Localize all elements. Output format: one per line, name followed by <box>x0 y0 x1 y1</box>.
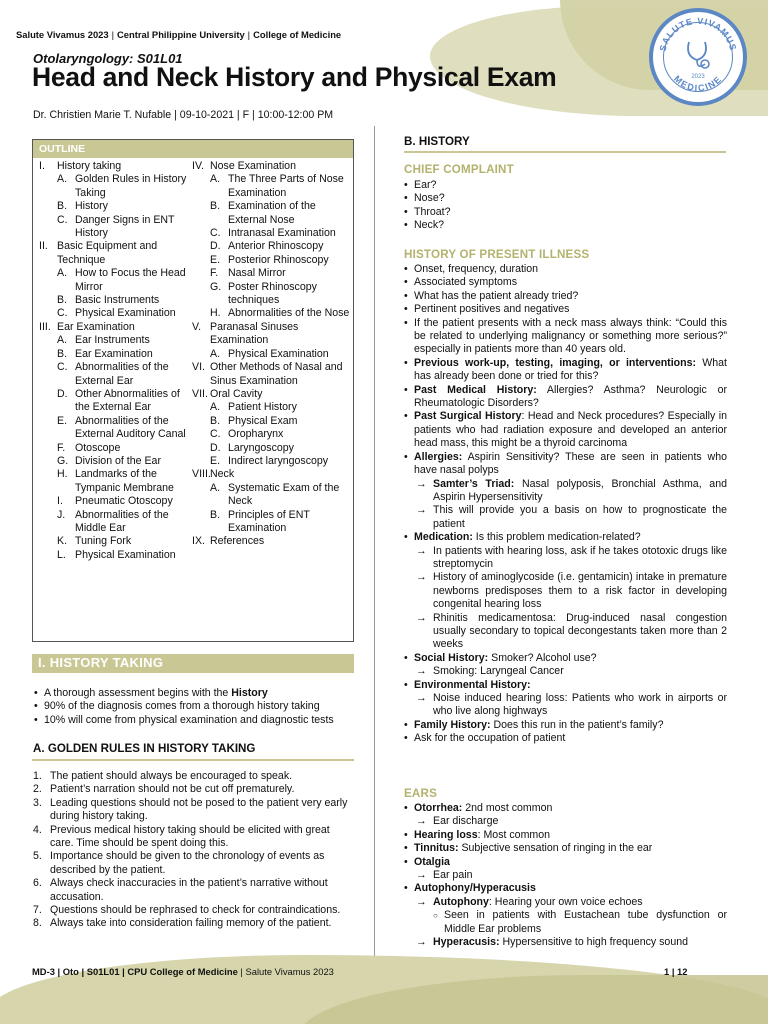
hpi-item: → Smoking: Laryngeal Cancer <box>404 665 727 678</box>
rule-number: 1. <box>33 770 42 782</box>
hpi-list <box>404 263 727 746</box>
outline-item-text: Posterior Rhinoscopy <box>228 253 329 266</box>
outline-item-number: L. <box>57 548 66 561</box>
outline-item <box>192 455 352 468</box>
outline-item <box>39 334 193 347</box>
outline-item-text: Other Abnormalities of the External Ear <box>75 387 180 414</box>
outline-item <box>39 535 193 548</box>
outline-item-number: A. <box>210 173 221 186</box>
outline-item-text: The Three Parts of Nose Examination <box>228 173 344 199</box>
hpi-item: → Samter’s Triad: Nasal polyposis, Bronchial Asthma, and Aspirin Hypersensitivity <box>404 478 727 505</box>
outline-item-text: Examination of the External Nose <box>228 200 316 226</box>
outline-item-text: Nasal Mirror <box>228 267 286 280</box>
rule-text: Always take into consideration failing memory of the patient. <box>50 917 332 930</box>
outline-item-text: References <box>210 535 265 548</box>
outline-item-number: F. <box>210 267 219 280</box>
rule-text: Patient’s narration should not be cut off prematurely. <box>50 783 295 796</box>
running-header: Salute Vivamus 2023 | Central Philippine University | College of Medicine <box>16 29 342 40</box>
outline-item-number: E. <box>57 414 68 427</box>
section-heading-history-taking: I. HISTORY TAKING <box>32 654 354 673</box>
rule-text: Leading questions should not be posed to the patient very early during history taking. <box>50 796 348 823</box>
outline-item <box>192 281 352 308</box>
outline-item <box>192 173 352 200</box>
outline-item <box>192 307 352 320</box>
outline-item-text: Division of the Ear <box>75 454 161 467</box>
outline-item-number: D. <box>57 387 68 400</box>
outline-item-text: Oropharynx <box>228 428 284 441</box>
outline-item-text: Principles of ENT Examination <box>228 508 310 534</box>
golden-rule-item <box>33 783 355 796</box>
bullet-item: • 10% will come from physical examination and diagnostic tests <box>34 714 364 727</box>
outline-item-number: H. <box>57 468 68 481</box>
outline-item <box>39 348 193 361</box>
outline-item-text: Anterior Rhinoscopy <box>228 240 324 253</box>
outline-item-number: A. <box>210 481 221 494</box>
outline-item <box>39 361 193 388</box>
ears-item: → Hyperacusis: Hypersensitive to high frequency sound <box>404 936 727 949</box>
outline-item-text: Basic Instruments <box>75 294 160 307</box>
outline-item-text: Indirect laryngoscopy <box>228 454 329 467</box>
outline-item <box>192 468 352 481</box>
golden-rules-heading: A. GOLDEN RULES IN HISTORY TAKING <box>33 742 256 755</box>
outline-item <box>39 200 193 213</box>
outline-item-text: Abnormalities of the External Auditory Canal <box>75 414 186 441</box>
hpi-item: • Family History: Does this run in the patient’s family? <box>404 719 727 732</box>
outline-item-number: IV. <box>192 160 204 172</box>
outline-item-number: III. <box>39 320 51 333</box>
golden-rule-item <box>33 904 355 917</box>
hpi-item: → In patients with hearing loss, ask if he takes ototoxic drugs like streptomycin <box>404 545 727 572</box>
header-batch: Salute Vivamus 2023 <box>16 29 109 40</box>
outline-item-text: Neck <box>210 468 235 481</box>
hpi-item: • Previous work-up, testing, imaging, or interventions: What has already been done or tried for this? <box>404 357 727 384</box>
outline-item <box>39 495 193 508</box>
outline-item-text: Abnormalities of the External Ear <box>75 361 169 387</box>
outline-item-number: K. <box>57 535 68 548</box>
page-title: Head and Neck History and Physical Exam <box>32 62 557 92</box>
salute-vivamus-logo <box>649 8 747 106</box>
outline-heading: OUTLINE <box>33 140 353 158</box>
rule-number: 6. <box>33 877 42 890</box>
outline-item-number: C. <box>210 428 221 441</box>
rule-text: Importance should be given to the chronology of events as described by the patient. <box>50 850 325 876</box>
ears-heading: EARS <box>404 787 438 800</box>
outline-item <box>39 294 193 307</box>
outline-item <box>39 240 193 267</box>
hpi-item: → This will provide you a basis on how to prognosticate the patient <box>404 504 727 531</box>
golden-rule-item <box>33 877 355 904</box>
golden-rule-item <box>33 797 355 824</box>
bullet-item: • 90% of the diagnosis comes from a thorough history taking <box>34 700 364 713</box>
outline-item-text: Physical Examination <box>228 347 329 360</box>
rule-number: 4. <box>33 823 42 836</box>
lecture-info: Dr. Christien Marie T. Nufable | 09-10-2021 | F | 10:00-12:00 PM <box>33 109 334 121</box>
ears-item: ○ Seen in patients with Eustachean tube dysfunction or Middle Ear problems <box>404 909 727 936</box>
golden-rule-item <box>33 917 355 930</box>
outline-item-text: History taking <box>57 160 122 172</box>
outline-item-number: C. <box>57 307 68 320</box>
course-subject: Otolaryngology: S01L01 <box>33 51 183 66</box>
rule-number: 5. <box>33 850 42 863</box>
outline-item-text: Abnormalities of the Middle Ear <box>75 508 169 534</box>
history-intro-list <box>34 687 364 727</box>
outline-item-text: Laryngoscopy <box>228 441 294 454</box>
outline-item-text: Physical Examination <box>75 307 176 320</box>
outline-item-number: I. <box>39 160 45 172</box>
outline-item-number: E. <box>210 253 221 266</box>
outline-item-text: Landmarks of the Tympanic Membrane <box>75 468 174 494</box>
outline-item-number: J. <box>57 508 66 521</box>
outline-item-number: B. <box>210 200 221 213</box>
page-number: 1 | 12 <box>664 966 688 977</box>
outline-item-text: History <box>75 200 108 213</box>
hpi-item: → Noise induced hearing loss: Patients who work in airports or who live along highways <box>404 692 727 719</box>
svg-text:2023: 2023 <box>691 74 705 80</box>
heading-underline <box>32 759 354 761</box>
outline-item-text: Physical Exam <box>228 414 298 427</box>
outline-item <box>39 388 193 415</box>
history-heading: B. HISTORY <box>404 135 470 148</box>
rule-number: 8. <box>33 917 42 930</box>
ears-item: → Ear discharge <box>404 815 727 828</box>
outline-item-text: Basic Equipment and Technique <box>57 240 158 266</box>
golden-rule-item <box>33 850 355 877</box>
outline-column-1 <box>39 160 193 562</box>
chief-complaint-item: • Neck? <box>404 219 727 232</box>
outline-item-number: A. <box>57 334 68 347</box>
outline-item-number: B. <box>210 414 221 427</box>
header-college: College of Medicine <box>253 29 342 40</box>
outline-item <box>192 535 352 548</box>
outline-column-2 <box>192 160 352 549</box>
outline-item <box>39 307 193 320</box>
outline-item-number: B. <box>57 294 68 307</box>
outline-item-number: IX. <box>192 535 205 548</box>
outline-item-number: G. <box>57 454 69 467</box>
outline-item-text: Physical Examination <box>75 548 176 561</box>
outline-item <box>192 428 352 441</box>
outline-item-text: Otoscope <box>75 441 121 454</box>
outline-item <box>192 415 352 428</box>
ears-item: → Ear pain <box>404 869 727 882</box>
outline-item-number: G. <box>210 280 222 293</box>
hpi-item: • Environmental History: <box>404 679 727 692</box>
outline-item <box>39 267 193 294</box>
outline-item-number: C. <box>57 361 68 374</box>
hpi-item: • Medication: Is this problem medication-related? <box>404 531 727 544</box>
outline-item-number: H. <box>210 307 221 320</box>
outline-item-text: Pneumatic Otoscopy <box>75 495 173 508</box>
outline-item-text: Golden Rules in History Taking <box>75 173 187 199</box>
ears-item: • Tinnitus: Subjective sensation of ringing in the ear <box>404 842 727 855</box>
column-divider <box>374 126 375 956</box>
outline-item-number: V. <box>192 320 202 333</box>
outline-item-number: VIII. <box>192 468 211 481</box>
outline-item <box>39 455 193 468</box>
outline-item-number: A. <box>210 347 221 360</box>
header-university: Central Philippine University <box>117 29 245 40</box>
svg-text:MEDICINE: MEDICINE <box>671 73 724 94</box>
outline-item <box>192 160 352 173</box>
outline-item-number: B. <box>210 508 221 521</box>
hpi-item: • What has the patient already tried? <box>404 290 727 303</box>
hpi-item: → Rhinitis medicamentosa: Drug-induced nasal congestion usually secondary to topical decongestants taken more than 2 weeks <box>404 612 727 652</box>
rule-text: Always check inaccuracies in the patient’s narrative without accusation. <box>50 877 328 903</box>
golden-rule-item <box>33 824 355 851</box>
heading-underline <box>404 151 726 153</box>
ears-item: • Hearing loss: Most common <box>404 829 727 842</box>
outline-item-number: D. <box>210 240 221 253</box>
outline-item <box>192 254 352 267</box>
outline-item-text: Ear Instruments <box>75 334 150 347</box>
bullet-item: • A thorough assessment begins with the History <box>34 687 364 700</box>
outline-item-text: Oral Cavity <box>210 387 263 400</box>
outline-item-number: A. <box>210 401 221 414</box>
outline-item <box>39 549 193 562</box>
hpi-item: • Social History: Smoker? Alcohol use? <box>404 652 727 665</box>
outline-item <box>39 160 193 173</box>
hpi-item: • Past Surgical History: Head and Neck procedures? Especially in patients who had radiation exposure and developed an anterior head mass, this might be a thyroid carcinoma <box>404 410 727 450</box>
outline-item-text: Systematic Exam of the Neck <box>228 481 340 508</box>
outline-item-number: B. <box>57 347 68 360</box>
outline-item-number: II. <box>39 240 48 253</box>
outline-item <box>192 321 352 348</box>
outline-item <box>192 240 352 253</box>
outline-item-text: Intranasal Examination <box>228 227 336 240</box>
svg-text:SALUTE VIVAMUS: SALUTE VIVAMUS <box>657 15 739 53</box>
ears-list <box>404 802 727 949</box>
outline-item <box>192 401 352 414</box>
rule-text: Questions should be rephrased to check for contraindications. <box>50 904 341 917</box>
outline-item-number: A. <box>57 173 68 186</box>
hpi-item: • Ask for the occupation of patient <box>404 732 727 745</box>
outline-item-number: I. <box>57 495 63 508</box>
outline-item <box>39 321 193 334</box>
outline-item <box>192 388 352 401</box>
outline-item-text: Poster Rhinoscopy techniques <box>228 280 317 307</box>
outline-item-text: Other Methods of Nasal and Sinus Examination <box>210 361 343 387</box>
chief-complaint-list <box>404 179 727 233</box>
outline-item-text: Ear Examination <box>57 320 135 333</box>
rule-number: 7. <box>33 904 42 917</box>
ears-item: • Autophony/Hyperacusis <box>404 882 727 895</box>
rule-number: 2. <box>33 783 42 796</box>
hpi-item: • Associated symptoms <box>404 276 727 289</box>
ears-item: • Otalgia <box>404 856 727 869</box>
outline-item-text: Nose Examination <box>210 160 296 172</box>
rule-text: The patient should always be encouraged to speak. <box>50 770 293 782</box>
outline-item <box>192 442 352 455</box>
outline-item <box>192 482 352 509</box>
golden-rules-list <box>33 770 355 931</box>
outline-item-text: Abnormalities of the Nose <box>228 307 350 320</box>
outline-item-number: VI. <box>192 361 205 374</box>
hpi-item: → History of aminoglycoside (i.e. gentamicin) intake in premature newborns predisposes them to a risk factor in developing congenital hearing loss <box>404 571 727 611</box>
outline-item-number: A. <box>57 267 68 280</box>
outline-item-number: C. <box>57 213 68 226</box>
outline-item-number: D. <box>210 441 221 454</box>
outline-item-text: Ear Examination <box>75 347 153 360</box>
hpi-item: • Pertinent positives and negatives <box>404 303 727 316</box>
outline-item-number: E. <box>210 454 221 467</box>
footer-left: MD-3 | Oto | S01L01 | CPU College of Medicine | Salute Vivamus 2023 <box>32 966 334 977</box>
hpi-heading: HISTORY OF PRESENT ILLNESS <box>404 248 590 261</box>
outline-item-number: C. <box>210 227 221 240</box>
ears-item: • Otorrhea: 2nd most common <box>404 802 727 815</box>
hpi-item: • Past Medical History: Allergies? Asthma? Neurologic or Rheumatologic Disorders? <box>404 384 727 411</box>
outline-item <box>39 173 193 200</box>
hpi-item: • Allergies: Aspirin Sensitivity? These are seen in patients who have nasal polyps <box>404 451 727 478</box>
outline-item <box>39 214 193 241</box>
outline-item <box>192 267 352 280</box>
outline-item <box>192 509 352 536</box>
outline-item <box>192 200 352 227</box>
outline-item-text: Paranasal Sinuses Examination <box>210 320 299 347</box>
rule-text: Previous medical history taking should be elicited with great care. Time should be spent doing this. <box>50 823 330 850</box>
outline-item <box>39 509 193 536</box>
hpi-item: • If the patient presents with a neck mass always think: “Could this be related to underlying malignancy or something more serious?” especially in patients more than 40 years old. <box>404 317 727 357</box>
outline-item <box>192 348 352 361</box>
outline-item-text: Tuning Fork <box>75 535 132 548</box>
outline-item-text: Danger Signs in ENT History <box>75 213 175 240</box>
outline-item <box>39 442 193 455</box>
outline-item-number: B. <box>57 200 68 213</box>
chief-complaint-item: • Throat? <box>404 206 727 219</box>
ears-item: → Autophony: Hearing your own voice echoes <box>404 896 727 909</box>
outline-item <box>192 227 352 240</box>
chief-complaint-heading: CHIEF COMPLAINT <box>404 163 514 176</box>
golden-rule-item <box>33 770 355 783</box>
outline-box <box>32 139 354 642</box>
outline-item <box>39 468 193 495</box>
outline-item-number: VII. <box>192 387 208 400</box>
chief-complaint-item: • Ear? <box>404 179 727 192</box>
outline-item <box>39 415 193 442</box>
chief-complaint-item: • Nose? <box>404 192 727 205</box>
outline-item-text: Patient History <box>228 401 297 414</box>
outline-item-text: How to Focus the Head Mirror <box>75 267 186 293</box>
outline-item <box>192 361 352 388</box>
outline-item-number: F. <box>57 441 66 454</box>
rule-number: 3. <box>33 796 42 809</box>
hpi-item: • Onset, frequency, duration <box>404 263 727 276</box>
